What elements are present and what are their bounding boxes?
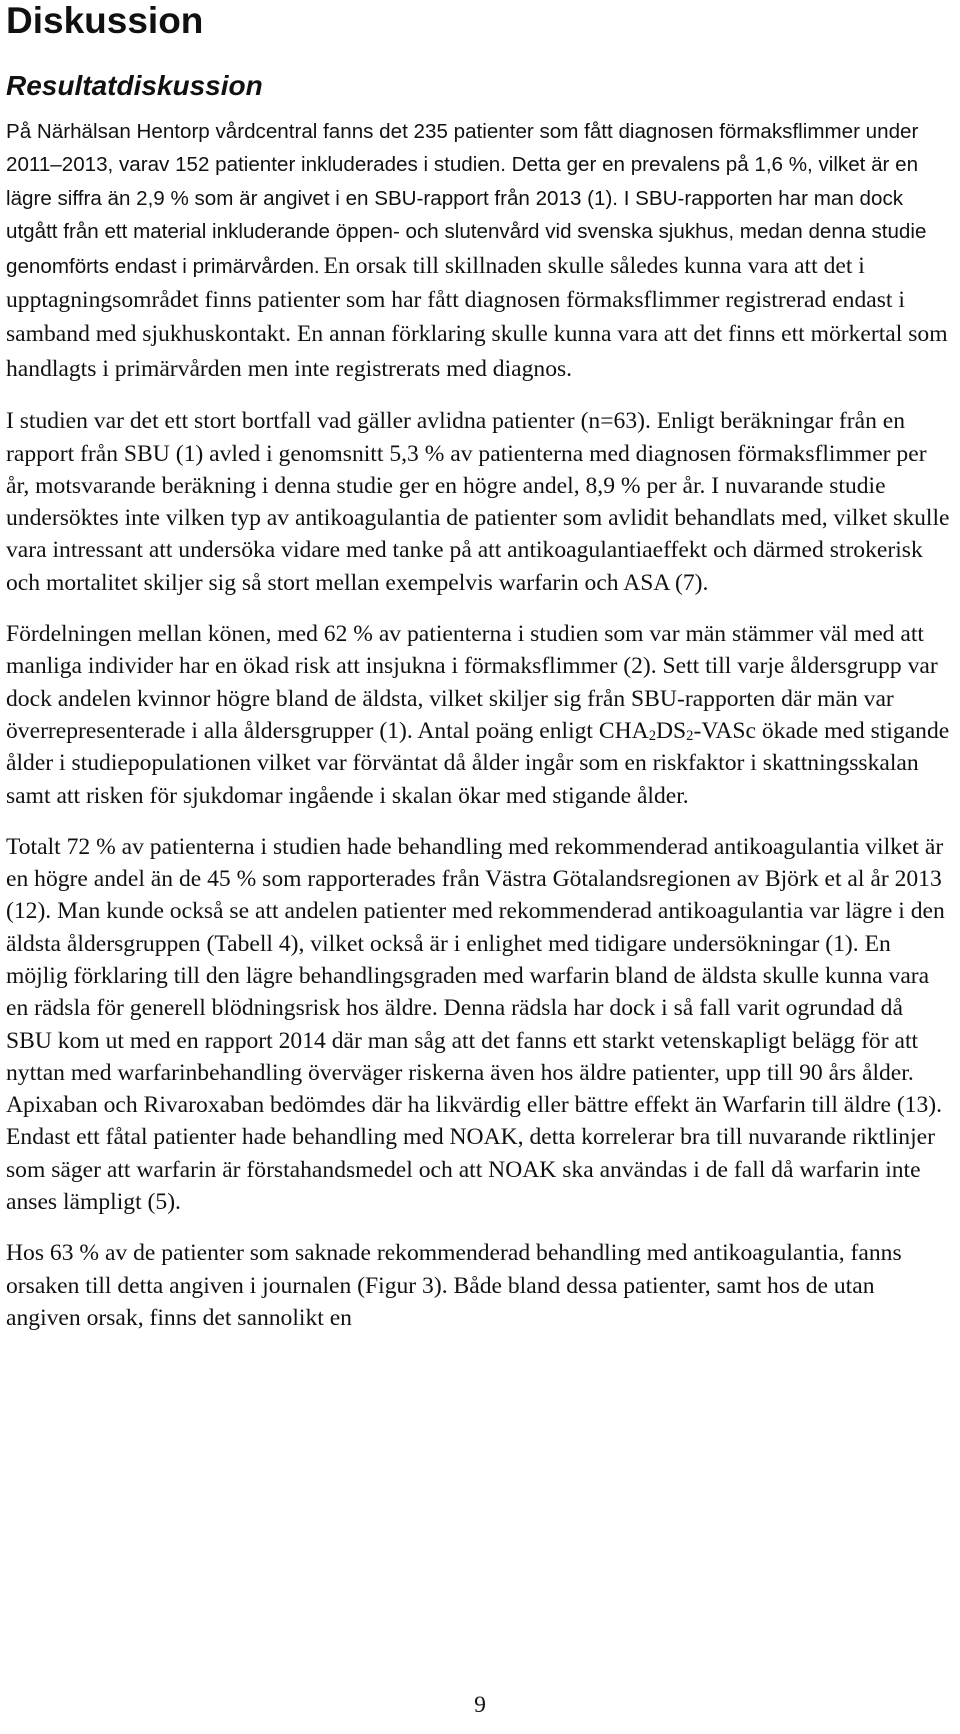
paragraph-2: I studien var det ett stort bortfall vad gäller avlidna patienter (n=63). Enligt beräkningar från en rapport från SBU (1) avled i genomsnitt 5,3 % av patienterna med diagnosen förmaksflimmer per år, motsvarande beräkning i denna studie ger en högre andel, 8,9 % per år. I nuvarande studie undersöktes inte vilken typ av antikoagulantia de patienter som avlidit behandlats med, vilket skulle vara intressant att undersöka vidare med tanke på att antikoagulantiaeffekt och därmed strokerisk och mortalitet skiljer sig så stort mellan exempelvis warfarin och ASA (7). <box>6 408 950 596</box>
paragraph-4: Totalt 72 % av patienterna i studien hade behandling med rekommenderad antikoagulantia vilket är en högre andel än de 45 % som rapporterades från Västra Götalandsregionen av Björk et al år 2013 (12). Man kunde också se att andelen patienter med rekommenderad antikoagulantia var lägre i den äldsta åldersgruppen (Tabell 4), vilket också är i enlighet med tidigare undersökningar (1). En möjlig förklaring till den lägre behandlingsgraden med warfarin bland de äldsta skulle kunna vara en rädsla för generell blödningsrisk hos äldre. Denna rädsla har dock i så fall varit ogrundad då SBU kom ut med en rapport 2014 där man såg att det fanns ett starkt vetenskapligt belägg för att nyttan med warfarinbehandling överväger riskerna även hos äldre patienter, upp till 90 års ålder. Apixaban och Rivaroxaban bedömdes där ha likvärdig eller bättre effekt än Warfarin till äldre (13). Endast ett fåtal patienter hade behandling med NOAK, detta korrelerar bra till nuvarande riktlinjer som säger att warfarin är förstahandsmedel och att NOAK ska användas i de fall då warfarin inte anses lämpligt (5). <box>6 833 945 1216</box>
paragraph-3-text-after: -VASc ökade med stigande ålder i studiepopulationen vilket var förväntat då ålder ingår som en riskfaktor i skattningsskalan samt att risken för sjukdomar ingående i skalan ökar med stigande ålder. <box>6 717 950 809</box>
paragraph-1 <box>6 116 952 387</box>
paragraph-5: Hos 63 % av de patienter som saknade rekommenderad behandling med antikoagulantia, fanns orsaken till detta angiven i journalen (Figur 3). Både bland dessa patienter, samt hos de utan angiven orsak, finns det sannolikt en <box>6 1240 902 1331</box>
paragraph-1-serif-text: En orsak till skillnaden skulle således kunna vara att det i upptagningsområdet finns patienter som har fått diagnosen förmaksflimmer registrerad endast i samband med sjukhuskontakt. En annan förklaring skulle kunna vara att det finns ett mörkertal som handlagts i primärvården men inte registrerats med diagnos. <box>6 252 948 382</box>
subscript-2b: 2 <box>686 728 694 745</box>
paragraph-3-text-mid: DS <box>656 717 687 744</box>
document-page <box>6 0 952 1334</box>
section-heading: Diskussion <box>6 0 204 41</box>
paragraph-3 <box>6 618 952 812</box>
paragraph-1-sans-text: På Närhälsan Hentorp vårdcentral fanns det 235 patienter som fått diagnosen förmaksflimmer under 2011–2013, varav 152 patienter inkluderades i studien. Detta ger en prevalens på 1,6 %, vilket är en lägre siffra än 2,9 % som är angivet i en SBU-rapport från 2013 (1). I SBU-rapporten har man dock utgått från ett material inkluderande öppen- och slutenvård vid svenska sjukhus, medan denna studie genomförts endast i primärvården. <box>6 120 927 278</box>
page-number: 9 <box>474 1692 486 1718</box>
subsection-heading: Resultatdiskussion <box>6 70 263 101</box>
subscript-2a: 2 <box>648 728 656 745</box>
paragraph-3-text-before: Fördelningen mellan könen, med 62 % av patienterna i studien som var män stämmer väl med att manliga individer har en ökad risk att insjukna i förmaksflimmer (2). Sett till varje åldersgrupp var dock andelen kvinnor högre bland de äldsta, vilket skiljer sig från SBU-rapporten där män var överrepresenterade i alla åldersgrupper (1). Antal poäng enligt CHA <box>6 621 938 744</box>
